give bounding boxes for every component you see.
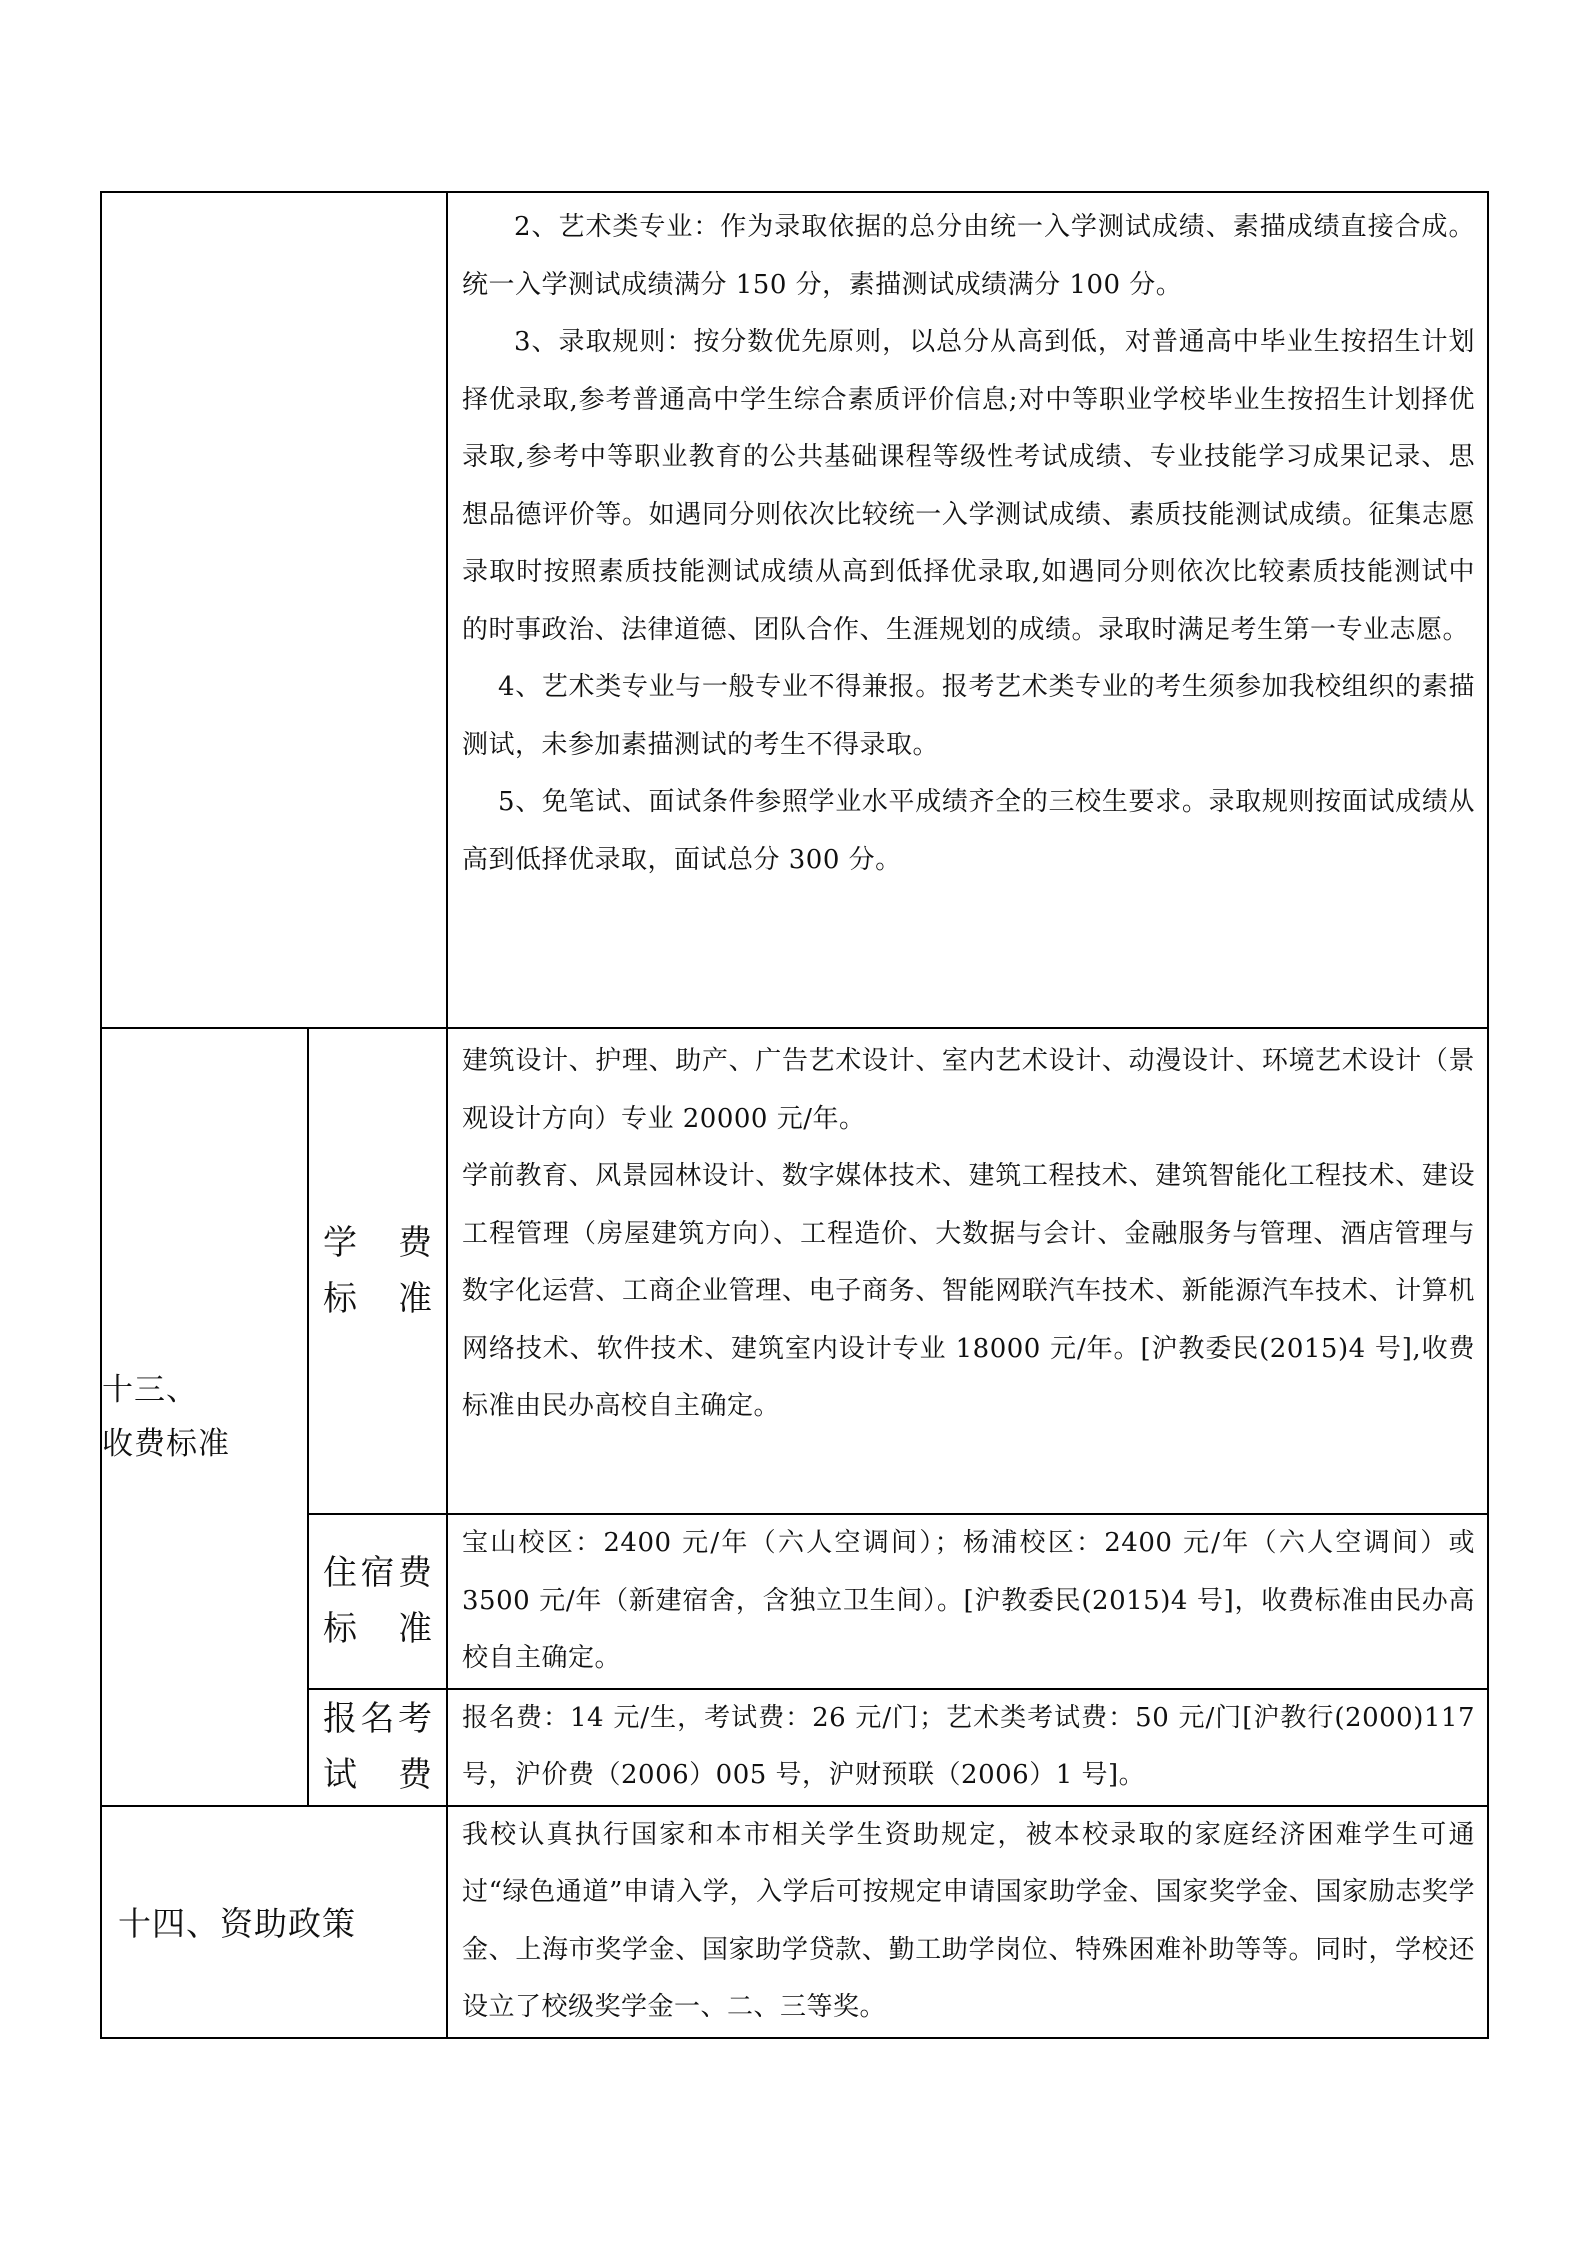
tuition-label-char: 费 <box>398 1223 432 1263</box>
tuition-label-char: 标 <box>323 1279 357 1319</box>
dorm-label-char: 费 <box>398 1553 432 1594</box>
fee-section-number: 十三、 <box>102 1371 198 1408</box>
exam-fee-label <box>308 1689 447 1806</box>
exam-label-char: 试 <box>323 1755 357 1795</box>
dorm-label <box>308 1514 447 1689</box>
aid-row <box>101 1806 1488 2038</box>
exam-fee-content-cell <box>447 1689 1488 1806</box>
tuition-label <box>308 1028 447 1514</box>
exam-label-char: 报 <box>323 1699 357 1739</box>
exam-label-char: 费 <box>398 1755 432 1795</box>
dorm-label-char: 住 <box>323 1553 357 1594</box>
exam-label-char: 名 <box>360 1699 395 1739</box>
tuition-label-char: 准 <box>398 1279 432 1319</box>
dorm-content-cell <box>447 1514 1488 1689</box>
admission-content-cell <box>447 192 1488 1028</box>
exam-fee-text: 报名费：14 元/生，考试费：26 元/门；艺术类考试费：50 元/门[沪教行(2000)117 号，沪价费（2006）005 号，沪财预联（2006）1 号]。 <box>462 1702 1475 1790</box>
tuition-row <box>101 1028 1488 1514</box>
admission-rule-3: 3、录取规则：按分数优先原则，以总分从高到低，对普通高中毕业生按招生计划择优录取,参考普通高中学生综合素质评价信息;对中等职业学校毕业生按招生计划择优录取,参考中等职业教育的公共基础课程等级性考试成绩、专业技能学习成果记录、思想品德评价等。如遇同分则依次比较统一入学测试成绩、素质技能测试成绩。征集志愿录取时按照素质技能测试成绩从高到低择优录取,如遇同分则依次比较素质技能测试中的时事政治、法律道德、团队合作、生涯规划的成绩。录取时满足考生第一专业志愿。 <box>462 327 1475 645</box>
dorm-text: 宝山校区：2400 元/年（六人空调间）；杨浦校区：2400 元/年（六人空调间）或 3500 元/年（新建宿舍，含独立卫生间）。[沪教委民(2015)4 号]，收费标准由民办高校自主确定。 <box>462 1528 1475 1673</box>
tuition-text-20000: 建筑设计、护理、助产、广告艺术设计、室内艺术设计、动漫设计、环境艺术设计（景观设计方向）专业 20000 元/年。 <box>462 1046 1475 1134</box>
dorm-label-char: 准 <box>398 1609 432 1650</box>
aid-section-label: 十四、资助政策 <box>101 1806 447 2038</box>
tuition-text-18000: 学前教育、风景园林设计、数字媒体技术、建筑工程技术、建筑智能化工程技术、建设工程管理（房屋建筑方向）、工程造价、大数据与会计、金融服务与管理、酒店管理与数字化运营、工商企业管理、电子商务、智能网联汽车技术、新能源汽车技术、计算机网络技术、软件技术、建筑室内设计专业 18000 元/年。[沪教委民(2015)4 号],收费标准由民办高校自主确定。 <box>462 1161 1475 1421</box>
dorm-row <box>101 1514 1488 1689</box>
admission-label-cell <box>101 192 447 1028</box>
fee-section-title: 收费标准 <box>102 1425 230 1462</box>
dorm-label-char: 宿 <box>360 1553 395 1594</box>
exam-label-char: 考 <box>398 1699 432 1739</box>
admission-rule-2: 2、艺术类专业：作为录取依据的总分由统一入学测试成绩、素描成绩直接合成。统一入学测试成绩满分 150 分，素描测试成绩满分 100 分。 <box>462 212 1475 300</box>
admission-rules-row <box>101 192 1488 1028</box>
admission-rule-5: 5、免笔试、面试条件参照学业水平成绩齐全的三校生要求。录取规则按面试成绩从高到低择优录取，面试总分 300 分。 <box>462 787 1475 875</box>
fee-section-label <box>101 1028 308 1806</box>
admission-rule-4: 4、艺术类专业与一般专业不得兼报。报考艺术类专业的考生须参加我校组织的素描测试，未参加素描测试的考生不得录取。 <box>462 672 1475 760</box>
dorm-label-char: 标 <box>323 1609 357 1650</box>
aid-content-cell <box>447 1806 1488 2038</box>
tuition-label-char: 学 <box>323 1223 357 1263</box>
aid-text: 我校认真执行国家和本市相关学生资助规定，被本校录取的家庭经济困难学生可通过“绿色通道”申请入学，入学后可按规定申请国家助学金、国家奖学金、国家励志奖学金、上海市奖学金、国家助学贷款、勤工助学岗位、特殊困难补助等等。同时，学校还设立了校级奖学金一、二、三等奖。 <box>462 1819 1475 2022</box>
policy-table <box>100 191 1489 2039</box>
exam-fee-row <box>101 1689 1488 1806</box>
tuition-content-cell <box>447 1028 1488 1514</box>
